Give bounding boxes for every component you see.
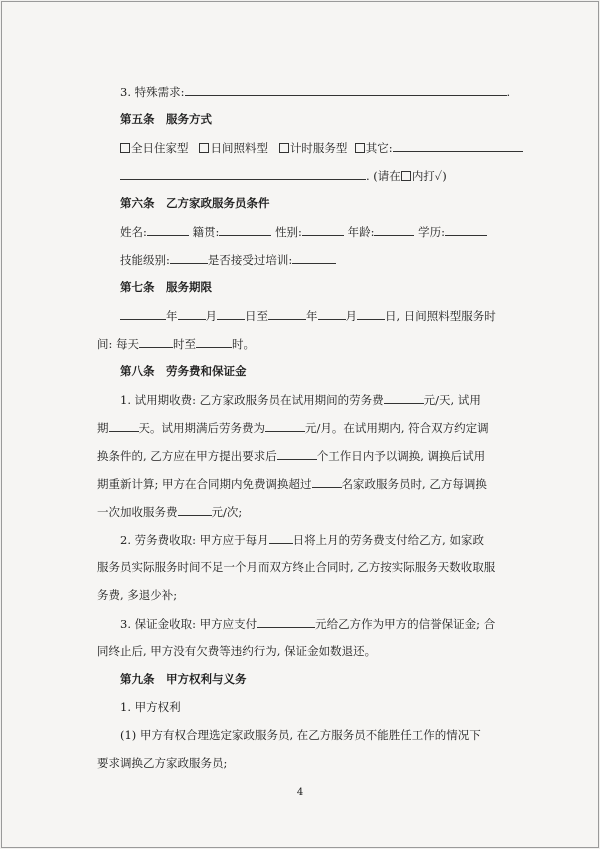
- fee-collection-line-2: 服务员实际服务时间不足一个月而双方终止合同时, 乙方按实际服务天数收取服: [97, 560, 496, 574]
- rights-line-1: (1) 甲方有权合理选定家政服务员, 在乙方服务员不能胜任工作的情况下: [120, 728, 481, 742]
- service-hours-line: 间: 每天 时至 时。: [97, 337, 256, 351]
- trial-fee-line-4: 期重新计算; 甲方在合同期内免费调换超过 名家政服务员时, 乙方每调换: [97, 477, 487, 491]
- trial-fee-line-2: 期 天。试用期满后劳务费为 元/月。在试用期内, 符合双方约定调: [97, 421, 489, 435]
- checkbox-icon[interactable]: [355, 143, 365, 153]
- service-period-line: 年 月 日至 年 月 日, 日间照料型服务时: [120, 308, 496, 323]
- checkbox-icon[interactable]: [120, 143, 130, 153]
- checkbox-icon: [401, 171, 411, 181]
- worker-skill-line: 技能级别: 是否接受过培训:: [120, 252, 336, 267]
- worker-info-line: 姓名: 籍贯: 性别: 年龄: 学历:: [120, 224, 487, 239]
- fee-collection-line-3: 务费, 多退少补;: [97, 588, 178, 602]
- special-needs-line: 3. 特殊需求: .: [120, 85, 511, 99]
- deposit-line-2: 同终止后, 甲方没有欠费等违约行为, 保证金如数退还。: [97, 644, 377, 658]
- trial-fee-line-3: 换条件的, 乙方应在甲方提出要求后 个工作日内予以调换, 调换后试用: [97, 449, 486, 463]
- party-a-rights-heading: 1. 甲方权利: [120, 700, 181, 714]
- trial-fee-line-1: 1. 试用期收费: 乙方家政服务员在试用期间的劳务费 元/天, 试用: [120, 393, 481, 407]
- article-8-title: 第八条 劳务费和保证金: [120, 364, 247, 378]
- rights-line-2: 要求调换乙方家政服务员;: [97, 756, 228, 770]
- deposit-line-1: 3. 保证金收取: 甲方应支付 元给乙方作为甲方的信誉保证金; 合: [120, 617, 496, 631]
- fee-collection-line-1: 2. 劳务费收取: 甲方应于每月 日将上月的劳务费支付给乙方, 如家政: [120, 533, 484, 547]
- article-6-title: 第六条 乙方家政服务员条件: [120, 196, 270, 210]
- service-mode-options: 全日住家型 日间照料型 计时服务型 其它:: [120, 140, 523, 155]
- service-mode-other-line: . (请在 内打✓): [120, 168, 447, 183]
- article-5-title: 第五条 服务方式: [120, 112, 212, 126]
- checkbox-icon[interactable]: [199, 143, 209, 153]
- article-9-title: 第九条 甲方权利与义务: [120, 672, 247, 686]
- trial-fee-line-5: 一次加收服务费 元/次;: [97, 505, 243, 519]
- page-number: 4: [296, 787, 304, 798]
- article-7-title: 第七条 服务期限: [120, 280, 212, 294]
- checkbox-icon[interactable]: [279, 143, 289, 153]
